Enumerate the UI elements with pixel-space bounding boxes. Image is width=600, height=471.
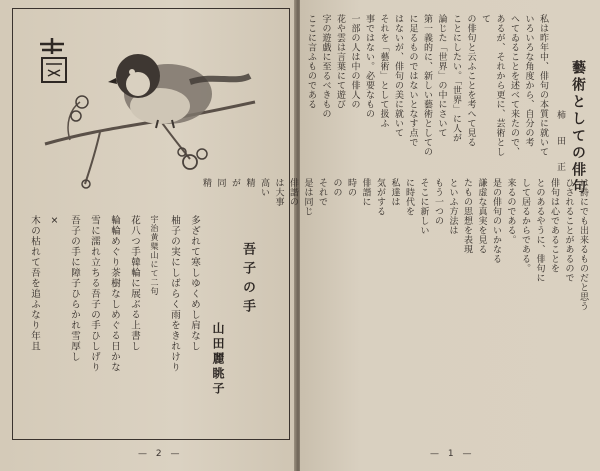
- essay-line: たもの思想を表現: [462, 178, 472, 254]
- essay-line: が: [230, 178, 240, 188]
- essay-line: 私は昨年中、俳句の本質に就いて: [538, 14, 548, 157]
- poem-line: 多ざれて寒しゆくめし肩なし: [189, 215, 200, 352]
- essay-line: はないが、俳句の美に就いて: [393, 14, 403, 138]
- essay-line: 同: [215, 178, 226, 188]
- essay-author: 柿 田 正: [555, 110, 565, 175]
- essay-lower-section: [199, 178, 591, 440]
- essay-line: 時の: [346, 178, 356, 197]
- essay-line: 俳諧に: [360, 178, 371, 207]
- artist-seal-stamp: [34, 36, 72, 86]
- essay-line: 花や雲は言葉にて遊び: [335, 14, 345, 109]
- essay-line: それを「藝術」として扱ふ: [378, 14, 389, 128]
- essay-line: のの: [331, 178, 342, 197]
- essay-line: 俳句は心であることを: [549, 178, 559, 273]
- essay-line: 事ではない。必要なもの: [364, 14, 374, 119]
- essay-upper-section: [304, 14, 551, 164]
- poem-author: 山田麗眺子: [211, 322, 225, 397]
- essay-line: 論じた「世界」の中にさいて: [436, 14, 447, 138]
- essay-line: ひされることがあるので: [563, 178, 574, 283]
- essay-line: 字の遊戯に至るべきもの: [320, 14, 331, 119]
- poem-line: 木の枯れて吾を追ふなり年且: [29, 215, 40, 352]
- essay-line: ことにしたい。「世界」に人が: [451, 14, 461, 143]
- poem-title: 吾子の手: [240, 242, 255, 318]
- essay-line: は大事: [273, 178, 284, 207]
- poem-body: [24, 215, 204, 433]
- essay-line: に時代を: [404, 178, 414, 216]
- essay-line: 第一義的に、新しい藝術としての: [422, 14, 432, 157]
- essay-line: 来るのである。: [505, 178, 516, 245]
- essay-line: へてゐることを述べて来たので、: [509, 14, 519, 157]
- essay-title: 藝術としての俳句: [570, 60, 586, 196]
- essay-line: 私達は: [389, 178, 400, 207]
- essay-line: に足るものではないとなす点で: [407, 14, 418, 147]
- sparrow-illustration: [40, 24, 260, 204]
- page-number: — 2 —: [138, 449, 183, 459]
- essay-line: ここに言ふものである: [306, 14, 316, 109]
- essay-line: といふ方法は: [447, 178, 458, 235]
- page-number: — 1 —: [430, 449, 475, 459]
- essay-line: 謙虚な真実を見る: [476, 178, 487, 254]
- essay-line: 是は同じ: [302, 178, 313, 216]
- essay-line: もう一つの: [433, 178, 443, 226]
- essay-line: 是の俳句のいかなる: [491, 178, 501, 264]
- essay-line: とのあるやうに、俳句に: [534, 178, 545, 283]
- essay-line: 一部の人は中の俳人の: [349, 14, 360, 109]
- essay-line: 精: [201, 178, 211, 188]
- essay-line: 精: [244, 178, 255, 188]
- poem-line: 輪輪めぐり茶樹なしめぐる日かな: [109, 215, 120, 373]
- poem-line: 花八つ手韓輪に展ぶる上書し: [129, 215, 140, 352]
- essay-line: あるが、それから更に、芸術として: [480, 14, 505, 157]
- essay-line: それで: [317, 178, 327, 207]
- essay-line: の俳句と云ふことを考へて見る: [465, 14, 476, 147]
- essay-line: そこに新しい: [418, 178, 429, 235]
- essay-line: は詩にでも出来るものだと思う: [578, 178, 588, 311]
- poem-line: 宇治黄檗山にて二句: [150, 215, 159, 296]
- essay-line: 気がする: [375, 178, 385, 216]
- essay-line: 高い: [259, 178, 269, 197]
- essay-line: いろいろな角度から、自分の考: [523, 14, 534, 147]
- poem-separator: ×: [49, 215, 60, 227]
- essay-line: 俳諧の: [288, 178, 298, 207]
- poem-line: 雪に濡れ立ちる吾子の手ひしげり: [89, 215, 100, 373]
- essay-line: して居るからである。: [520, 178, 530, 273]
- poem-line: 吾子の手に障子ひらかれ雪厚し: [69, 215, 80, 362]
- poem-line: 柚子の実にしばらく雨をきれけり: [169, 215, 180, 373]
